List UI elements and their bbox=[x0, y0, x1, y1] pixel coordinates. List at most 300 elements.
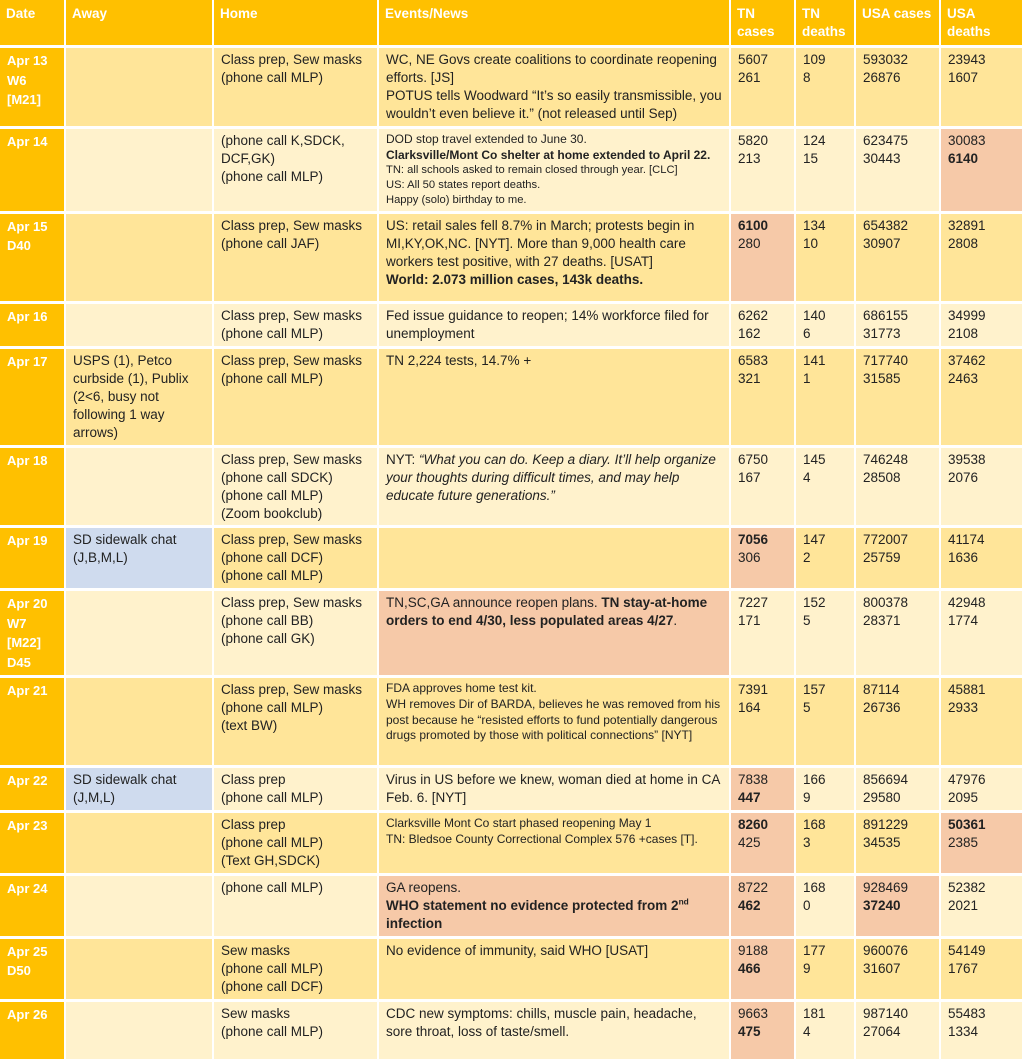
tn-deaths-cell bbox=[795, 212, 855, 302]
stat-value: 7838 bbox=[738, 772, 769, 788]
home-line: (phone call SDCK) bbox=[221, 469, 333, 485]
stat-value: 6262 bbox=[738, 307, 769, 323]
stat-value: 5 bbox=[803, 700, 811, 716]
away-cell bbox=[65, 875, 213, 938]
home-line: Class prep, Sew masks bbox=[221, 352, 363, 368]
stat-value: 654382 bbox=[863, 217, 909, 233]
stat-value: 34999 bbox=[948, 307, 986, 323]
events-paragraph bbox=[386, 271, 722, 289]
stat-value: 162 bbox=[738, 325, 761, 341]
usa-deaths-cell bbox=[940, 590, 1023, 677]
stat-value: 28508 bbox=[863, 469, 901, 485]
stat-value: 4 bbox=[803, 469, 811, 485]
usa-cases-cell bbox=[855, 590, 940, 677]
usa-deaths-cell bbox=[940, 446, 1023, 527]
date-cell bbox=[0, 812, 65, 875]
date-cell bbox=[0, 347, 65, 446]
stat-value: 9663 bbox=[738, 1005, 769, 1021]
events-cell bbox=[378, 590, 730, 677]
stat-value: 213 bbox=[738, 150, 761, 166]
table-row bbox=[0, 212, 1023, 302]
stat-value: 25759 bbox=[863, 550, 901, 566]
home-cell bbox=[213, 812, 378, 875]
usa-deaths-cell bbox=[940, 347, 1023, 446]
stat-value: 10 bbox=[803, 235, 819, 251]
stat-value: 47976 bbox=[948, 772, 986, 788]
stat-value: 772007 bbox=[863, 532, 909, 548]
events-cell bbox=[378, 1000, 730, 1060]
usa-cases-cell bbox=[855, 875, 940, 938]
home-line: (phone call MLP) bbox=[221, 487, 324, 503]
events-cell bbox=[378, 347, 730, 446]
usa-cases-cell bbox=[855, 212, 940, 302]
events-text: DOD stop travel extended to June 30. bbox=[386, 131, 587, 146]
home-line: (Zoom bookclub) bbox=[221, 505, 323, 521]
header-row bbox=[0, 0, 1023, 47]
stat-value: 168 bbox=[803, 880, 826, 896]
home-line: (phone call MLP) bbox=[221, 1023, 324, 1039]
usa-deaths-cell bbox=[940, 937, 1023, 1000]
events-cell bbox=[378, 767, 730, 812]
stat-value: 717740 bbox=[863, 352, 909, 368]
usa-cases-cell bbox=[855, 302, 940, 347]
usa-deaths-cell bbox=[940, 527, 1023, 590]
stat-value: 124 bbox=[803, 132, 826, 148]
events-paragraph bbox=[386, 1005, 722, 1041]
stat-value: 171 bbox=[738, 613, 761, 629]
stat-value: 181 bbox=[803, 1005, 826, 1021]
table-row bbox=[0, 677, 1023, 767]
usa-cases-cell bbox=[855, 677, 940, 767]
tn-cases-cell bbox=[730, 212, 795, 302]
events-text: US: All 50 states report deaths. bbox=[386, 178, 541, 191]
stat-value: 15 bbox=[803, 150, 819, 166]
events-text: US: retail sales fell 8.7% in March; protests begin in MI,KY,OK,NC. [NYT]. More than 9,000 health care workers test positive, with 27 deaths. [USAT] bbox=[386, 217, 695, 269]
events-text: GA reopens. bbox=[386, 880, 462, 896]
stat-value: 1767 bbox=[948, 960, 979, 976]
stat-value: 26876 bbox=[863, 70, 901, 86]
home-cell bbox=[213, 1000, 378, 1060]
events-text: “What you can do. Keep a diary. It’ll help organize your thoughts during difficult times, and may help educate future generations.” bbox=[386, 451, 716, 503]
home-cell bbox=[213, 677, 378, 767]
tn-deaths-cell bbox=[795, 347, 855, 446]
stat-value: 31773 bbox=[863, 325, 901, 341]
events-cell bbox=[378, 677, 730, 767]
away-cell bbox=[65, 446, 213, 527]
stat-value: 5820 bbox=[738, 132, 769, 148]
date-line: Apr 20 bbox=[7, 596, 48, 612]
table-row bbox=[0, 590, 1023, 677]
tn-deaths-cell bbox=[795, 875, 855, 938]
events-cell bbox=[378, 527, 730, 590]
stat-value: 87114 bbox=[863, 682, 900, 698]
home-cell bbox=[213, 590, 378, 677]
table-row bbox=[0, 446, 1023, 527]
date-cell bbox=[0, 677, 65, 767]
stat-value: 261 bbox=[738, 70, 761, 86]
stat-value: 2808 bbox=[948, 235, 979, 251]
home-line: (phone call MLP) bbox=[221, 790, 324, 806]
events-cell bbox=[378, 212, 730, 302]
usa-cases-cell bbox=[855, 937, 940, 1000]
date-line: Apr 19 bbox=[7, 533, 48, 549]
home-line: Sew masks bbox=[221, 942, 291, 958]
stat-value: 856694 bbox=[863, 772, 909, 788]
home-line: Class prep bbox=[221, 772, 286, 788]
events-cell bbox=[378, 127, 730, 212]
stat-value: 9 bbox=[803, 790, 811, 806]
tn-deaths-cell bbox=[795, 127, 855, 212]
stat-value: 8722 bbox=[738, 880, 769, 896]
date-line: Apr 18 bbox=[7, 452, 48, 468]
stat-value: 50361 bbox=[948, 817, 986, 833]
away-cell bbox=[65, 590, 213, 677]
events-paragraph bbox=[386, 51, 722, 87]
away-cell bbox=[65, 127, 213, 212]
home-line: (phone call BB) bbox=[221, 613, 314, 629]
home-cell bbox=[213, 212, 378, 302]
usa-deaths-cell bbox=[940, 302, 1023, 347]
home-line: Class prep, Sew masks bbox=[221, 307, 363, 323]
home-line: (phone call DCF) bbox=[221, 978, 324, 994]
stat-value: 2 bbox=[803, 550, 811, 566]
stat-value: 321 bbox=[738, 370, 761, 386]
stat-value: 2076 bbox=[948, 469, 979, 485]
stat-value: 6100 bbox=[738, 217, 769, 233]
events-text: infection bbox=[386, 916, 443, 932]
events-paragraph bbox=[386, 132, 722, 148]
home-line: (phone call MLP) bbox=[221, 168, 324, 184]
usa-deaths-cell bbox=[940, 47, 1023, 128]
date-line: Apr 16 bbox=[7, 308, 48, 324]
home-line: Sew masks bbox=[221, 1005, 291, 1021]
stat-value: 593032 bbox=[863, 52, 909, 68]
home-cell bbox=[213, 127, 378, 212]
tn-deaths-cell bbox=[795, 446, 855, 527]
events-paragraph bbox=[386, 193, 722, 208]
stat-value: 891229 bbox=[863, 817, 909, 833]
usa-deaths-cell bbox=[940, 875, 1023, 938]
stat-value: 8260 bbox=[738, 817, 769, 833]
stat-value: 2385 bbox=[948, 835, 979, 851]
date-line: W7 bbox=[7, 615, 27, 631]
events-text: CDC new symptoms: chills, muscle pain, headache, sore throat, loss of taste/smell. bbox=[386, 1005, 697, 1039]
stat-value: 37462 bbox=[948, 352, 986, 368]
events-text: Clarksville/Mont Co shelter at home extended to April 22. bbox=[386, 147, 711, 162]
tn-deaths-cell bbox=[795, 590, 855, 677]
stat-value: 987140 bbox=[863, 1005, 909, 1021]
events-paragraph bbox=[386, 879, 722, 897]
stat-value: 23943 bbox=[948, 52, 986, 68]
stat-value: 42948 bbox=[948, 595, 986, 611]
home-line: (phone call MLP) bbox=[221, 325, 324, 341]
usa-deaths-cell bbox=[940, 812, 1023, 875]
tn-cases-cell bbox=[730, 767, 795, 812]
events-text: NYT: bbox=[386, 451, 420, 467]
stat-value: 746248 bbox=[863, 451, 909, 467]
stat-value: 166 bbox=[803, 772, 826, 788]
stat-value: 800378 bbox=[863, 595, 909, 611]
stat-value: 1 bbox=[803, 370, 811, 386]
usa-cases-cell bbox=[855, 127, 940, 212]
table-row bbox=[0, 127, 1023, 212]
home-line: Class prep bbox=[221, 817, 286, 833]
stat-value: 167 bbox=[738, 469, 761, 485]
away-cell bbox=[65, 767, 213, 812]
events-text: TN stay-at-home orders to end 4/30, less populated areas 4/27 bbox=[386, 595, 708, 629]
stat-value: 7227 bbox=[738, 595, 769, 611]
date-line: [M21] bbox=[7, 92, 41, 108]
stat-value: 147 bbox=[803, 532, 826, 548]
home-line: (phone call MLP) bbox=[221, 70, 324, 86]
home-line: Class prep, Sew masks bbox=[221, 595, 363, 611]
date-line: D40 bbox=[7, 238, 31, 254]
events-text: TN 2,224 tests, 14.7% + bbox=[386, 352, 532, 368]
events-paragraph bbox=[386, 942, 722, 960]
stat-value: 31585 bbox=[863, 370, 901, 386]
events-text: Fed issue guidance to reopen; 14% workforce filed for unemployment bbox=[386, 307, 709, 341]
events-text: WC, NE Govs create coalitions to coordinate reopening efforts. [JS] bbox=[386, 52, 717, 86]
stat-value: 2095 bbox=[948, 790, 979, 806]
date-line: D45 bbox=[7, 654, 31, 670]
stat-value: 177 bbox=[803, 942, 826, 958]
events-text: FDA approves home test kit. bbox=[386, 681, 537, 696]
stat-value: 54149 bbox=[948, 942, 986, 958]
home-line: (phone call GK) bbox=[221, 631, 315, 647]
home-line: (phone call MLP) bbox=[221, 880, 324, 896]
events-paragraph bbox=[386, 217, 722, 271]
usa-cases-cell bbox=[855, 527, 940, 590]
table-row bbox=[0, 875, 1023, 938]
events-text: Virus in US before we knew, woman died at home in CA Feb. 6. [NYT] bbox=[386, 772, 720, 806]
home-cell bbox=[213, 446, 378, 527]
stat-value: 960076 bbox=[863, 942, 909, 958]
column-header-events: Events/News bbox=[378, 0, 730, 47]
date-line: [M22] bbox=[7, 635, 41, 651]
stat-value: 134 bbox=[803, 217, 826, 233]
events-text: Happy (solo) birthday to me. bbox=[386, 193, 527, 206]
tn-cases-cell bbox=[730, 677, 795, 767]
date-cell bbox=[0, 937, 65, 1000]
stat-value: 157 bbox=[803, 682, 826, 698]
tn-cases-cell bbox=[730, 446, 795, 527]
date-cell bbox=[0, 127, 65, 212]
events-paragraph bbox=[386, 897, 722, 933]
date-cell bbox=[0, 302, 65, 347]
date-line: Apr 22 bbox=[7, 773, 48, 789]
away-cell bbox=[65, 212, 213, 302]
stat-value: 280 bbox=[738, 235, 761, 251]
stat-value: 9 bbox=[803, 960, 811, 976]
stat-value: 6 bbox=[803, 325, 811, 341]
tn-cases-cell bbox=[730, 347, 795, 446]
usa-cases-cell bbox=[855, 347, 940, 446]
away-cell bbox=[65, 47, 213, 128]
date-line: Apr 26 bbox=[7, 1006, 48, 1022]
date-line: Apr 17 bbox=[7, 353, 48, 369]
usa-deaths-cell bbox=[940, 212, 1023, 302]
home-line: Class prep, Sew masks bbox=[221, 532, 363, 548]
stat-value: 29580 bbox=[863, 790, 901, 806]
stat-value: 9188 bbox=[738, 942, 769, 958]
stat-value: 447 bbox=[738, 790, 761, 806]
stat-value: 1607 bbox=[948, 70, 979, 86]
usa-cases-cell bbox=[855, 812, 940, 875]
events-cell bbox=[378, 875, 730, 938]
tn-cases-cell bbox=[730, 812, 795, 875]
home-line: (phone call MLP) bbox=[221, 370, 324, 386]
stat-value: 34535 bbox=[863, 835, 901, 851]
date-cell bbox=[0, 47, 65, 128]
stat-value: 2021 bbox=[948, 898, 979, 914]
table-body bbox=[0, 47, 1023, 1061]
events-text: No evidence of immunity, said WHO [USAT] bbox=[386, 942, 649, 958]
events-text: TN: Bledsoe County Correctional Complex 576 +cases [T]. bbox=[386, 831, 698, 846]
away-cell bbox=[65, 527, 213, 590]
stat-value: 466 bbox=[738, 960, 761, 976]
events-paragraph bbox=[386, 771, 722, 807]
home-line: (phone call DCF) bbox=[221, 550, 324, 566]
tn-deaths-cell bbox=[795, 937, 855, 1000]
table-row bbox=[0, 1000, 1023, 1060]
events-paragraph bbox=[386, 681, 722, 697]
events-paragraph bbox=[386, 178, 722, 193]
tn-deaths-cell bbox=[795, 767, 855, 812]
events-paragraph bbox=[386, 451, 722, 505]
events-text: WH removes Dir of BARDA, believes he was removed from his post because he “resisted efforts to fund potentially dangerous drugs promoted by those with political connections” [NYT] bbox=[386, 696, 721, 743]
date-line: D50 bbox=[7, 963, 31, 979]
away-text: SD sidewalk chat (J,B,M,L) bbox=[73, 532, 177, 566]
stat-value: 7391 bbox=[738, 682, 769, 698]
table-row bbox=[0, 767, 1023, 812]
events-paragraph bbox=[386, 87, 722, 123]
tn-deaths-cell bbox=[795, 677, 855, 767]
usa-deaths-cell bbox=[940, 677, 1023, 767]
events-text: nd bbox=[678, 896, 689, 907]
away-cell bbox=[65, 302, 213, 347]
home-cell bbox=[213, 767, 378, 812]
events-cell bbox=[378, 302, 730, 347]
tn-deaths-cell bbox=[795, 527, 855, 590]
home-line: (Text GH,SDCK) bbox=[221, 853, 321, 869]
tn-cases-cell bbox=[730, 527, 795, 590]
events-text: Clarksville Mont Co start phased reopening May 1 bbox=[386, 816, 652, 831]
away-cell bbox=[65, 677, 213, 767]
tn-cases-cell bbox=[730, 590, 795, 677]
events-text: TN: all schools asked to remain closed through year. [CLC] bbox=[386, 164, 678, 177]
home-cell bbox=[213, 347, 378, 446]
table-row bbox=[0, 937, 1023, 1000]
stat-value: 52382 bbox=[948, 880, 986, 896]
tn-deaths-cell bbox=[795, 812, 855, 875]
date-line: Apr 21 bbox=[7, 683, 48, 699]
home-line: (text BW) bbox=[221, 718, 278, 734]
home-line: (phone call MLP) bbox=[221, 700, 324, 716]
home-line: (phone call MLP) bbox=[221, 835, 324, 851]
away-cell bbox=[65, 347, 213, 446]
date-cell bbox=[0, 875, 65, 938]
tn-cases-cell bbox=[730, 875, 795, 938]
column-header-usa_cases: USA cases bbox=[855, 0, 940, 47]
tn-cases-cell bbox=[730, 127, 795, 212]
usa-cases-cell bbox=[855, 1000, 940, 1060]
column-header-tn_cases: TN cases bbox=[730, 0, 795, 47]
stat-value: 28371 bbox=[863, 613, 901, 629]
table-row bbox=[0, 347, 1023, 446]
home-line: Class prep, Sew masks bbox=[221, 52, 363, 68]
stat-value: 26736 bbox=[863, 700, 901, 716]
home-cell bbox=[213, 937, 378, 1000]
date-cell bbox=[0, 212, 65, 302]
events-text: World: 2.073 million cases, 143k deaths. bbox=[386, 271, 644, 287]
stat-value: 31607 bbox=[863, 960, 901, 976]
usa-cases-cell bbox=[855, 446, 940, 527]
stat-value: 55483 bbox=[948, 1005, 986, 1021]
table-header bbox=[0, 0, 1023, 47]
table-row bbox=[0, 812, 1023, 875]
home-line: (phone call JAF) bbox=[221, 235, 320, 251]
events-paragraph bbox=[386, 816, 722, 832]
stat-value: 8 bbox=[803, 70, 811, 86]
away-cell bbox=[65, 937, 213, 1000]
away-text: SD sidewalk chat (J,M,L) bbox=[73, 772, 177, 806]
stat-value: 3 bbox=[803, 835, 811, 851]
stat-value: 145 bbox=[803, 451, 826, 467]
date-cell bbox=[0, 1000, 65, 1060]
date-cell bbox=[0, 590, 65, 677]
table-row bbox=[0, 302, 1023, 347]
events-cell bbox=[378, 47, 730, 128]
table-row bbox=[0, 47, 1023, 128]
home-line: (phone call K,SDCK, DCF,GK) bbox=[221, 132, 345, 166]
date-line: Apr 25 bbox=[7, 943, 48, 959]
stat-value: 168 bbox=[803, 817, 826, 833]
tn-deaths-cell bbox=[795, 302, 855, 347]
date-cell bbox=[0, 527, 65, 590]
stat-value: 5 bbox=[803, 613, 811, 629]
stat-value: 425 bbox=[738, 835, 761, 851]
home-line: (phone call MLP) bbox=[221, 960, 324, 976]
events-cell bbox=[378, 446, 730, 527]
events-cell bbox=[378, 937, 730, 1000]
stat-value: 45881 bbox=[948, 682, 986, 698]
stat-value: 27064 bbox=[863, 1023, 901, 1039]
stat-value: 2463 bbox=[948, 370, 979, 386]
home-line: (phone call MLP) bbox=[221, 568, 324, 584]
stat-value: 2108 bbox=[948, 325, 979, 341]
date-line: Apr 24 bbox=[7, 881, 48, 897]
events-paragraph bbox=[386, 148, 722, 164]
stat-value: 164 bbox=[738, 700, 761, 716]
away-cell bbox=[65, 1000, 213, 1060]
date-cell bbox=[0, 767, 65, 812]
usa-cases-cell bbox=[855, 767, 940, 812]
tn-cases-cell bbox=[730, 1000, 795, 1060]
stat-value: 1774 bbox=[948, 613, 979, 629]
events-paragraph bbox=[386, 594, 722, 630]
usa-deaths-cell bbox=[940, 127, 1023, 212]
tn-deaths-cell bbox=[795, 47, 855, 128]
events-text: . bbox=[673, 613, 678, 629]
column-header-date: Date bbox=[0, 0, 65, 47]
events-paragraph bbox=[386, 352, 722, 370]
home-cell bbox=[213, 47, 378, 128]
stat-value: 623475 bbox=[863, 132, 909, 148]
column-header-away: Away bbox=[65, 0, 213, 47]
stat-value: 306 bbox=[738, 550, 761, 566]
events-paragraph bbox=[386, 697, 722, 744]
stat-value: 39538 bbox=[948, 451, 986, 467]
